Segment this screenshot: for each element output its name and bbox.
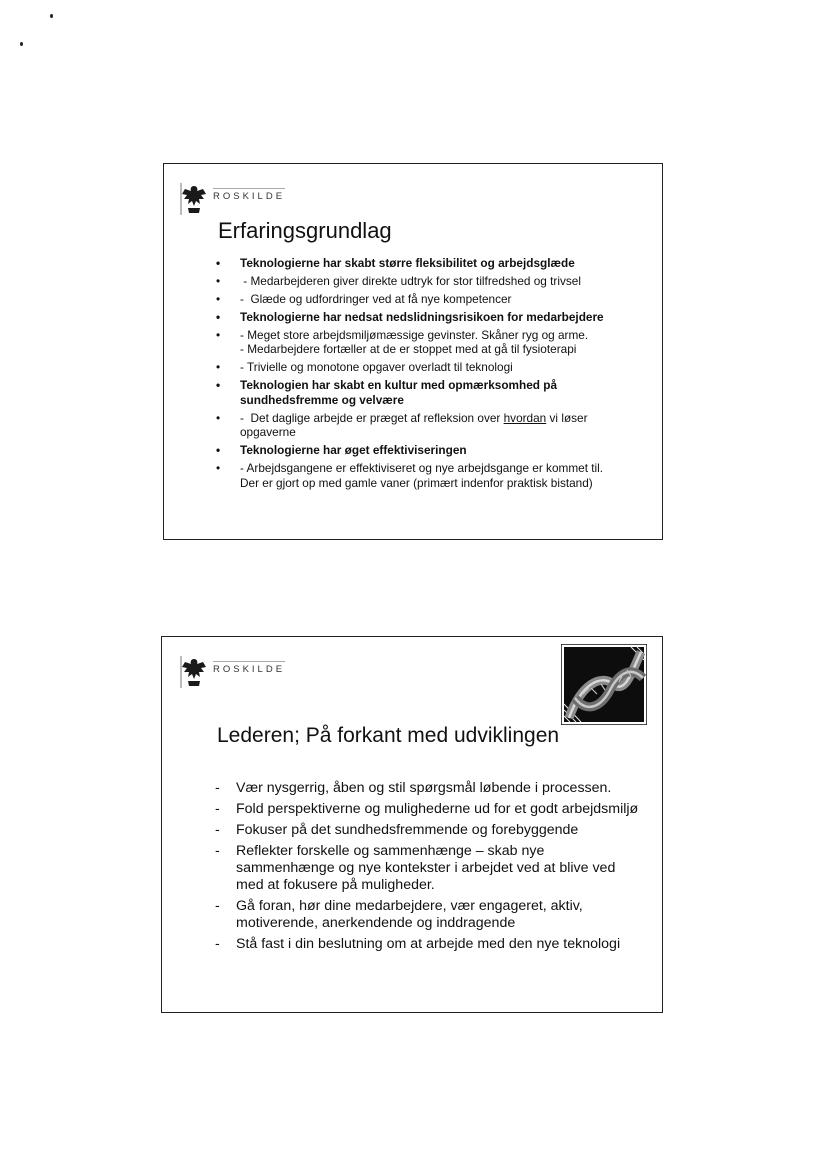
item-text: Stå fast i din beslutning om at arbejde med den nye teknologi (236, 936, 621, 952)
item-text: - Medarbejderen giver direkte udtryk for stor tilfredshed og trivsel (240, 274, 581, 288)
item-text: Teknologierne har nedsat nedslidningsrisikoen for medarbejdere (240, 310, 604, 324)
list-item (216, 310, 656, 324)
item-text-line3: med at fokusere på muligheder. (236, 877, 435, 893)
list-item (214, 822, 659, 839)
item-text: Teknologierne har skabt større fleksibilitet og arbejdsglæde (240, 256, 575, 270)
slide-title: Lederen; På forkant med udviklingen (217, 724, 560, 747)
dash-marker: - (215, 936, 220, 952)
item-text: Fokuser på det sundhedsfremmende og forebyggende (236, 822, 579, 838)
item-text-pre: - Det daglige arbejde er præget af refleksion over (240, 410, 504, 425)
bullet-marker: • (216, 328, 221, 342)
list-item (216, 328, 656, 357)
item-text: Vær nysgerrig, åben og stil spørgsmål løbende i processen. (236, 780, 612, 796)
list-item (216, 256, 656, 270)
list-item (214, 898, 659, 932)
dash-marker: - (215, 898, 220, 914)
bullet-marker: • (216, 292, 221, 306)
bullet-list (216, 256, 656, 494)
item-text: Gå foran, hør dine medarbejdere, vær engageret, aktiv, (236, 898, 583, 914)
list-item (216, 360, 656, 374)
item-text: Fold perspektiverne og mulighederne ud for et godt arbejdsmiljø (236, 801, 639, 817)
item-text-line2: sundhedsfremme og velvære (240, 392, 404, 407)
list-item (216, 378, 656, 407)
item-text: - Glæde og udfordringer ved at få nye kompetencer (240, 292, 512, 306)
bullet-marker: • (216, 410, 221, 425)
bullet-marker: • (216, 310, 221, 324)
dash-list (214, 780, 659, 957)
item-text: Teknologierne har øget effektiviseringen (240, 443, 467, 458)
item-text: - Meget store arbejdsmiljømæssige gevinster. Skåner ryg og arme. (240, 328, 589, 342)
item-text: Reflekter forskelle og sammenhænge – skab nye (236, 843, 545, 859)
dash-marker: - (215, 843, 220, 859)
item-text-line2: - Medarbejdere fortæller at de er stoppet med at gå til fysioterapi (240, 342, 577, 357)
list-item (214, 843, 659, 894)
scan-speck (50, 14, 53, 18)
slide-title: Erfaringsgrundlag (218, 218, 392, 243)
item-text-line2: sammenhænge og nye kontekster i arbejdet ved at blive ved (236, 860, 616, 876)
dash-marker: - (215, 822, 220, 838)
list-item (214, 780, 659, 797)
list-item (214, 936, 659, 953)
roskilde-crest-icon (179, 182, 209, 216)
item-text-post: vi løser (546, 410, 588, 425)
item-text-line2: Der er gjort op med gamle vaner (primært indenfor praktisk bistand) (240, 475, 593, 490)
item-text-line2: motiverende, anerkendende og inddragende (236, 915, 516, 931)
scan-speck (20, 42, 23, 46)
bullet-marker: • (216, 461, 221, 476)
item-text-underlined: hvordan (503, 410, 547, 425)
list-item (214, 801, 659, 818)
roskilde-crest-icon (179, 655, 209, 689)
logo-text: ROSKILDE (213, 661, 285, 675)
bullet-marker: • (216, 256, 221, 270)
bullet-marker: • (216, 443, 221, 458)
list-item (216, 292, 656, 306)
logo-text: ROSKILDE (213, 188, 285, 202)
roskilde-logo (179, 655, 285, 689)
slide-erfaringsgrundlag (163, 163, 663, 540)
dash-marker: - (215, 801, 220, 817)
list-item (216, 411, 656, 440)
dash-marker: - (215, 780, 220, 796)
bullet-marker: • (216, 360, 221, 375)
item-text: - Trivielle og monotone opgaver overladt til teknologi (240, 360, 513, 375)
bullet-marker: • (216, 274, 221, 288)
item-text: - Arbejdsgangene er effektiviseret og nye arbejdsgange er kommet til. (240, 461, 604, 476)
roskilde-logo (179, 182, 285, 216)
item-text-line2: opgaverne (240, 425, 296, 440)
list-item (216, 274, 656, 288)
bullet-marker: • (216, 378, 221, 393)
list-item (216, 461, 656, 490)
slide-lederen (161, 636, 663, 1013)
item-text: Teknologien har skabt en kultur med opmærksomhed på (240, 378, 558, 393)
list-item (216, 443, 656, 457)
dna-helix-image (561, 644, 647, 725)
